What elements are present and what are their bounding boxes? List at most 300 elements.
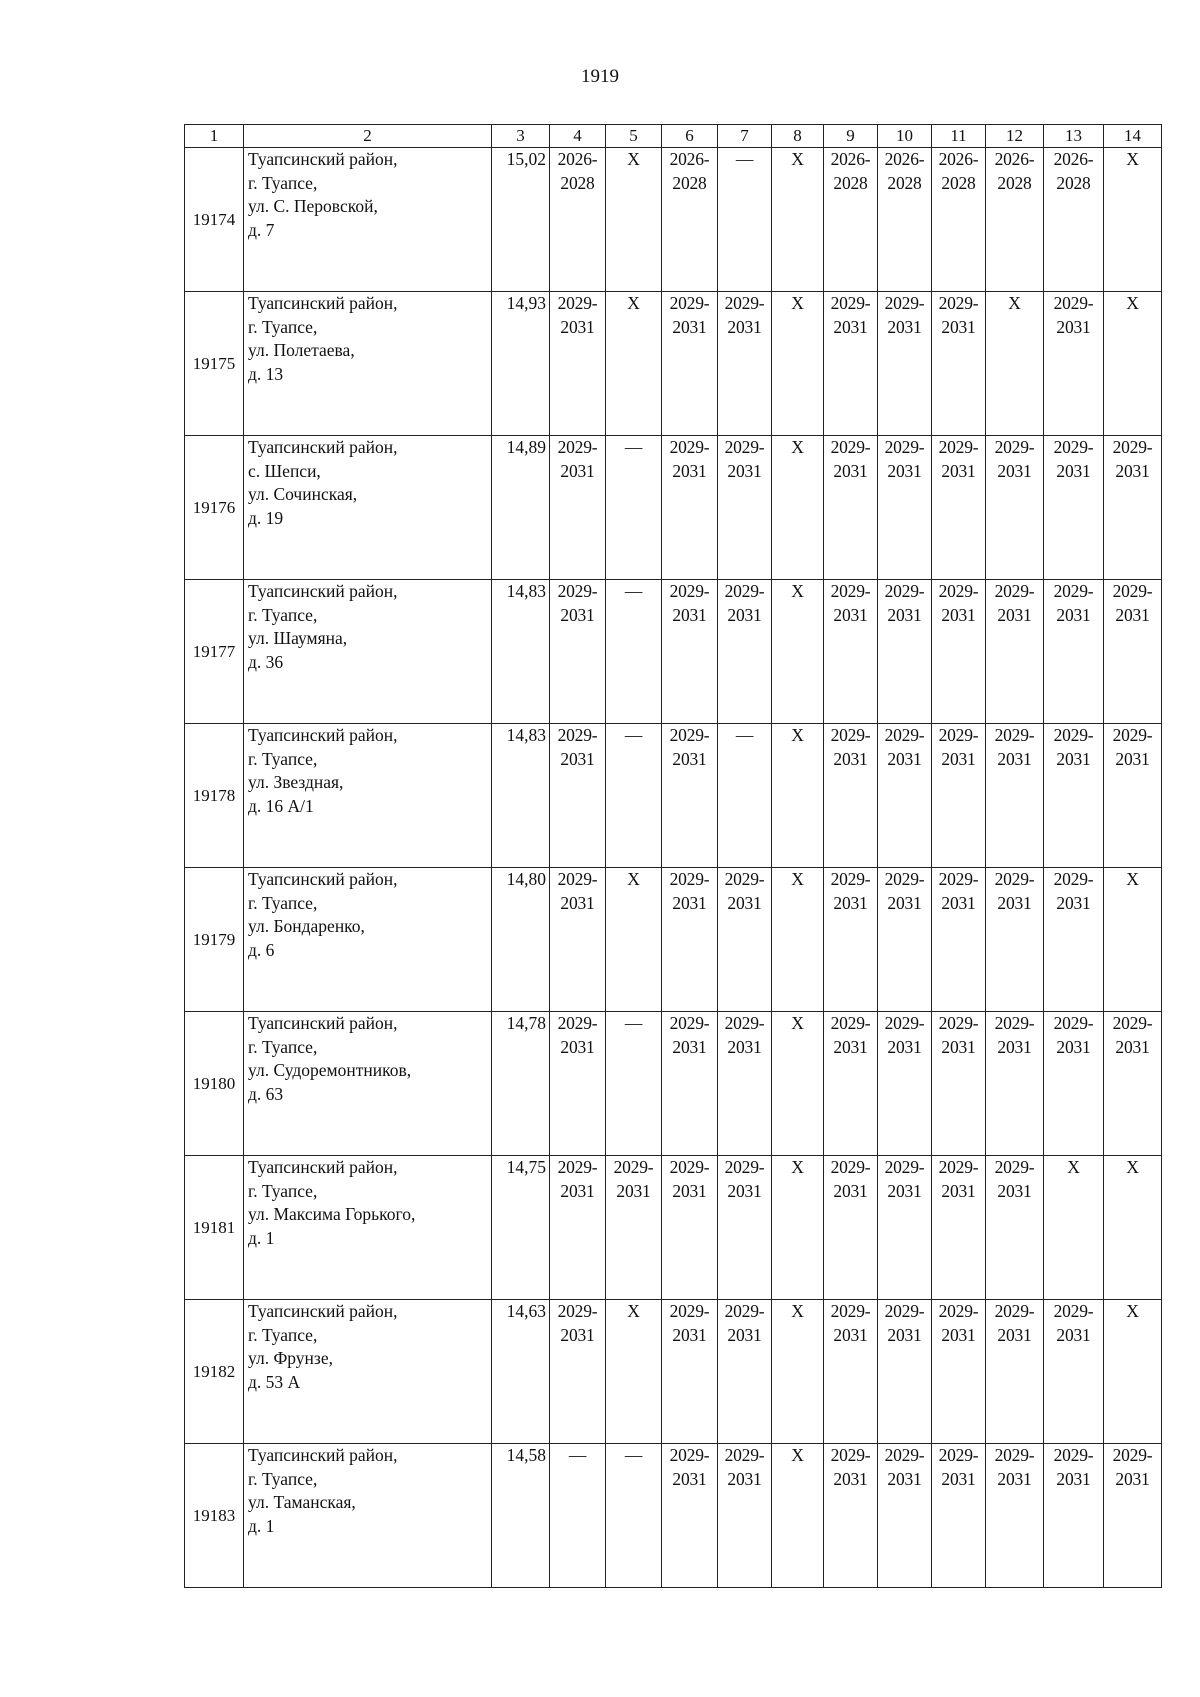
period-cell-col-10	[878, 436, 932, 580]
period-cell-col-14	[1104, 1444, 1162, 1588]
period-text: 2029-	[884, 1445, 925, 1465]
address-line: ул. Сочинская,	[248, 484, 358, 504]
period-cell-col-7	[718, 1156, 772, 1300]
period-text: 2031	[887, 1036, 922, 1057]
period-cell-col-10	[878, 292, 932, 436]
period-text: 2029-	[994, 437, 1035, 457]
period-cell-col-12	[986, 1012, 1044, 1156]
period-text: 2029-	[1053, 869, 1094, 889]
address-line: ул. Полетаева,	[248, 340, 355, 360]
period-cell-col-10	[878, 148, 932, 292]
period-cell-col-11	[932, 292, 986, 436]
period-text: 2031	[672, 1468, 707, 1489]
period-cell-col-11	[932, 436, 986, 580]
address-line: Туапсинский район,	[248, 1157, 398, 1177]
period-text: 2028	[833, 172, 868, 193]
table-row	[185, 580, 1162, 724]
address-line: г. Туапсе,	[248, 1468, 318, 1489]
address-line: ул. Максима Горького,	[248, 1204, 416, 1224]
period-cell-col-5	[606, 1156, 662, 1300]
period-text: 2029-	[1053, 1301, 1094, 1321]
period-text: 2029-	[1112, 1013, 1153, 1033]
period-text: 2029-	[1053, 581, 1094, 601]
period-text: 2031	[833, 604, 868, 625]
period-cell-col-4	[550, 1012, 606, 1156]
column-number-3: 3	[492, 125, 550, 148]
period-cell-col-11	[932, 1300, 986, 1444]
period-text: 2031	[997, 1324, 1032, 1345]
address-line: ул. Шаумяна,	[248, 628, 348, 648]
period-text: X	[791, 1013, 804, 1033]
period-text: 2029-	[830, 293, 871, 313]
period-text: 2029-	[830, 1301, 871, 1321]
period-cell-col-12	[986, 1156, 1044, 1300]
period-text: X	[791, 1157, 804, 1177]
period-text: 2031	[997, 892, 1032, 913]
period-text: X	[627, 869, 640, 889]
period-text: 2029-	[1053, 293, 1094, 313]
address-line: ул. Таманская,	[248, 1492, 356, 1512]
period-text: 2029-	[884, 869, 925, 889]
period-cell-col-7	[718, 724, 772, 868]
period-cell-col-4	[550, 1156, 606, 1300]
period-cell-col-8	[772, 292, 824, 436]
period-text: 2031	[560, 1324, 595, 1345]
address-line: д. 1	[248, 1227, 275, 1248]
period-cell-col-10	[878, 724, 932, 868]
period-cell-col-14	[1104, 1300, 1162, 1444]
period-text: 2031	[887, 1468, 922, 1489]
period-text: X	[791, 149, 804, 169]
period-text: 2031	[672, 1180, 707, 1201]
area-value: 14,89	[492, 436, 550, 580]
period-cell-col-5	[606, 1012, 662, 1156]
period-text: 2031	[1056, 1468, 1091, 1489]
column-number-8: 8	[772, 125, 824, 148]
period-cell-col-4	[550, 1300, 606, 1444]
period-text: 2031	[1056, 748, 1091, 769]
period-cell-col-9	[824, 436, 878, 580]
period-text: X	[791, 1301, 804, 1321]
period-cell-col-13	[1044, 868, 1104, 1012]
period-text: 2029-	[830, 1157, 871, 1177]
period-text: 2029-	[830, 1013, 871, 1033]
address-cell	[244, 436, 492, 580]
period-text: 2029-	[669, 1013, 710, 1033]
address-line: д. 13	[248, 363, 284, 384]
period-cell-col-7	[718, 1444, 772, 1588]
record-number: 19174	[185, 148, 244, 292]
period-cell-col-12	[986, 1300, 1044, 1444]
address-line: Туапсинский район,	[248, 1301, 398, 1321]
period-cell-col-7	[718, 292, 772, 436]
period-text: 2031	[997, 748, 1032, 769]
period-text: 2029-	[557, 1157, 598, 1177]
period-cell-col-9	[824, 1300, 878, 1444]
period-cell-col-13	[1044, 436, 1104, 580]
period-text: 2031	[1115, 1036, 1150, 1057]
period-text: 2029-	[1112, 581, 1153, 601]
period-text: 2031	[1115, 1468, 1150, 1489]
period-text: 2029-	[669, 1301, 710, 1321]
period-cell-col-6	[662, 436, 718, 580]
period-text: 2031	[727, 892, 762, 913]
period-cell-col-8	[772, 1156, 824, 1300]
period-cell-col-8	[772, 580, 824, 724]
period-text: 2031	[616, 1180, 651, 1201]
period-text: 2031	[997, 1180, 1032, 1201]
period-text: 2029-	[1112, 1445, 1153, 1465]
column-number-4: 4	[550, 125, 606, 148]
period-text: 2029-	[669, 869, 710, 889]
period-cell-col-5	[606, 868, 662, 1012]
period-text: 2031	[727, 1324, 762, 1345]
column-number-11: 11	[932, 125, 986, 148]
table-body	[185, 125, 1162, 1588]
period-text: 2029-	[830, 1445, 871, 1465]
period-text: 2029-	[938, 437, 979, 457]
address-line: Туапсинский район,	[248, 581, 398, 601]
period-cell-col-7	[718, 1300, 772, 1444]
address-line: д. 63	[248, 1083, 284, 1104]
period-cell-col-9	[824, 580, 878, 724]
period-text: 2026-	[557, 149, 598, 169]
period-text: 2031	[672, 604, 707, 625]
period-text: X	[1067, 1157, 1080, 1177]
period-text: 2031	[887, 604, 922, 625]
period-cell-col-9	[824, 1444, 878, 1588]
period-cell-col-13	[1044, 724, 1104, 868]
period-text: X	[791, 581, 804, 601]
period-cell-col-8	[772, 1300, 824, 1444]
record-number: 19183	[185, 1444, 244, 1588]
area-value: 14,80	[492, 868, 550, 1012]
table-row	[185, 292, 1162, 436]
period-text: —	[624, 581, 643, 601]
period-text: X	[1126, 1157, 1139, 1177]
period-text: 2029-	[938, 1013, 979, 1033]
period-text: X	[1126, 293, 1139, 313]
period-text: 2031	[1056, 892, 1091, 913]
period-text: X	[1008, 293, 1021, 313]
address-line: ул. С. Перовской,	[248, 196, 378, 216]
period-text: 2029-	[669, 725, 710, 745]
period-text: 2028	[941, 172, 976, 193]
column-number-5: 5	[606, 125, 662, 148]
period-text: 2029-	[557, 869, 598, 889]
period-text: 2029-	[884, 437, 925, 457]
address-line: г. Туапсе,	[248, 316, 318, 337]
period-text: 2031	[672, 460, 707, 481]
period-cell-col-5	[606, 1444, 662, 1588]
address-cell	[244, 580, 492, 724]
period-text: 2031	[1115, 460, 1150, 481]
period-cell-col-13	[1044, 580, 1104, 724]
period-text: 2029-	[994, 1157, 1035, 1177]
period-text: X	[627, 149, 640, 169]
period-text: 2029-	[938, 293, 979, 313]
column-number-12: 12	[986, 125, 1044, 148]
period-text: 2031	[887, 748, 922, 769]
area-value: 14,83	[492, 724, 550, 868]
period-text: 2031	[727, 604, 762, 625]
address-line: г. Туапсе,	[248, 604, 318, 625]
address-line: д. 7	[248, 219, 275, 240]
address-line: Туапсинский район,	[248, 293, 398, 313]
address-line: ул. Бондаренко,	[248, 916, 365, 936]
record-number: 19176	[185, 436, 244, 580]
period-text: 2029-	[938, 1301, 979, 1321]
period-cell-col-14	[1104, 1156, 1162, 1300]
period-cell-col-10	[878, 1012, 932, 1156]
period-text: 2029-	[994, 1301, 1035, 1321]
period-text: 2031	[672, 1324, 707, 1345]
period-text: 2026-	[938, 149, 979, 169]
period-cell-col-13	[1044, 292, 1104, 436]
address-line: д. 1	[248, 1515, 275, 1536]
period-cell-col-12	[986, 1444, 1044, 1588]
address-line: г. Туапсе,	[248, 1036, 318, 1057]
period-text: 2029-	[557, 1013, 598, 1033]
period-text: 2031	[941, 604, 976, 625]
period-cell-col-9	[824, 292, 878, 436]
table-row	[185, 724, 1162, 868]
address-line: ул. Звездная,	[248, 772, 344, 792]
page-number: 1919	[581, 66, 619, 87]
period-text: —	[624, 725, 643, 745]
period-cell-col-4	[550, 292, 606, 436]
period-text: 2029-	[938, 869, 979, 889]
period-text: 2031	[887, 1324, 922, 1345]
period-text: 2031	[941, 748, 976, 769]
period-cell-col-10	[878, 1156, 932, 1300]
period-text: 2029-	[724, 1445, 765, 1465]
column-number-6: 6	[662, 125, 718, 148]
period-text: 2029-	[994, 725, 1035, 745]
period-text: 2029-	[724, 869, 765, 889]
period-cell-col-12	[986, 436, 1044, 580]
period-cell-col-6	[662, 1300, 718, 1444]
period-text: 2026-	[884, 149, 925, 169]
period-cell-col-13	[1044, 1444, 1104, 1588]
period-text: 2031	[833, 316, 868, 337]
period-cell-col-9	[824, 148, 878, 292]
period-text: 2031	[1115, 748, 1150, 769]
column-number-10: 10	[878, 125, 932, 148]
period-text: 2029-	[938, 1445, 979, 1465]
period-text: 2029-	[994, 1013, 1035, 1033]
period-text: 2029-	[669, 437, 710, 457]
period-cell-col-14	[1104, 580, 1162, 724]
address-cell	[244, 724, 492, 868]
period-text: 2029-	[1112, 725, 1153, 745]
period-cell-col-14	[1104, 1012, 1162, 1156]
address-line: д. 6	[248, 939, 275, 960]
period-text: 2031	[560, 1036, 595, 1057]
period-cell-col-6	[662, 148, 718, 292]
period-text: 2029-	[884, 1013, 925, 1033]
area-value: 14,58	[492, 1444, 550, 1588]
period-text: X	[627, 293, 640, 313]
address-cell	[244, 1300, 492, 1444]
period-cell-col-4	[550, 148, 606, 292]
period-cell-col-6	[662, 292, 718, 436]
period-text: 2031	[997, 1036, 1032, 1057]
address-line: г. Туапсе,	[248, 892, 318, 913]
period-cell-col-5	[606, 724, 662, 868]
period-text: 2029-	[557, 437, 598, 457]
table-row	[185, 436, 1162, 580]
period-text: 2029-	[669, 293, 710, 313]
period-cell-col-9	[824, 724, 878, 868]
period-cell-col-8	[772, 724, 824, 868]
table-row	[185, 868, 1162, 1012]
record-number: 19175	[185, 292, 244, 436]
address-cell	[244, 292, 492, 436]
period-text: 2029-	[1112, 437, 1153, 457]
period-text: 2029-	[1053, 437, 1094, 457]
period-text: 2029-	[830, 437, 871, 457]
period-text: 2031	[672, 1036, 707, 1057]
period-text: 2031	[727, 1036, 762, 1057]
period-text: 2031	[727, 1468, 762, 1489]
address-line: ул. Судоремонтников,	[248, 1060, 412, 1080]
period-text: 2031	[560, 748, 595, 769]
period-text: 2029-	[724, 1157, 765, 1177]
table-row	[185, 148, 1162, 292]
period-text: 2031	[941, 1036, 976, 1057]
area-value: 14,75	[492, 1156, 550, 1300]
period-text: 2029-	[938, 1157, 979, 1177]
period-text: 2029-	[884, 581, 925, 601]
period-text: 2029-	[884, 725, 925, 745]
period-text: 2029-	[994, 869, 1035, 889]
period-cell-col-6	[662, 1444, 718, 1588]
period-text: —	[624, 437, 643, 457]
period-text: X	[791, 725, 804, 745]
period-text: 2029-	[1053, 1013, 1094, 1033]
period-text: 2029-	[724, 581, 765, 601]
address-line: Туапсинский район,	[248, 869, 398, 889]
period-text: 2028	[560, 172, 595, 193]
period-text: 2031	[560, 1180, 595, 1201]
period-cell-col-9	[824, 1156, 878, 1300]
address-line: Туапсинский район,	[248, 725, 398, 745]
area-value: 14,93	[492, 292, 550, 436]
period-cell-col-4	[550, 436, 606, 580]
period-cell-col-8	[772, 148, 824, 292]
area-value: 15,02	[492, 148, 550, 292]
period-text: 2029-	[724, 293, 765, 313]
period-cell-col-14	[1104, 724, 1162, 868]
period-text: —	[624, 1013, 643, 1033]
period-text: X	[791, 293, 804, 313]
period-text: 2031	[560, 604, 595, 625]
period-cell-col-12	[986, 724, 1044, 868]
period-text: 2028	[887, 172, 922, 193]
period-text: —	[624, 1445, 643, 1465]
period-text: 2026-	[669, 149, 710, 169]
period-text: 2031	[560, 460, 595, 481]
period-text: 2031	[672, 748, 707, 769]
period-text: 2029-	[1053, 1445, 1094, 1465]
period-cell-col-13	[1044, 1300, 1104, 1444]
address-cell	[244, 1444, 492, 1588]
period-cell-col-10	[878, 868, 932, 1012]
period-text: 2029-	[724, 437, 765, 457]
record-number: 19178	[185, 724, 244, 868]
period-text: 2031	[833, 460, 868, 481]
period-cell-col-10	[878, 580, 932, 724]
period-cell-col-12	[986, 148, 1044, 292]
column-number-13: 13	[1044, 125, 1104, 148]
period-text: —	[568, 1445, 587, 1465]
period-cell-col-6	[662, 580, 718, 724]
period-text: 2029-	[669, 1445, 710, 1465]
table-row	[185, 1444, 1162, 1588]
schedule-table	[184, 124, 1162, 1588]
table-row	[185, 1300, 1162, 1444]
period-text: 2029-	[830, 869, 871, 889]
table-row	[185, 1012, 1162, 1156]
area-value: 14,63	[492, 1300, 550, 1444]
address-cell	[244, 1156, 492, 1300]
record-number: 19177	[185, 580, 244, 724]
column-number-7: 7	[718, 125, 772, 148]
period-cell-col-8	[772, 868, 824, 1012]
period-text: 2031	[727, 1180, 762, 1201]
period-cell-col-9	[824, 1012, 878, 1156]
period-text: 2031	[1056, 604, 1091, 625]
address-cell	[244, 1012, 492, 1156]
period-text: 2031	[887, 1180, 922, 1201]
period-text: 2029-	[884, 293, 925, 313]
address-line: г. Туапсе,	[248, 172, 318, 193]
period-cell-col-5	[606, 148, 662, 292]
period-cell-col-7	[718, 1012, 772, 1156]
period-text: X	[791, 437, 804, 457]
period-text: 2031	[997, 460, 1032, 481]
period-text: 2031	[672, 316, 707, 337]
period-text: 2031	[833, 892, 868, 913]
period-cell-col-12	[986, 868, 1044, 1012]
period-text: 2029-	[938, 725, 979, 745]
period-cell-col-14	[1104, 436, 1162, 580]
column-number-row	[185, 125, 1162, 148]
period-text: 2031	[941, 1180, 976, 1201]
period-text: 2031	[1056, 1324, 1091, 1345]
period-text: 2031	[887, 460, 922, 481]
address-line: д. 36	[248, 651, 284, 672]
period-text: 2026-	[830, 149, 871, 169]
period-cell-col-6	[662, 724, 718, 868]
period-cell-col-4	[550, 724, 606, 868]
period-text: 2031	[833, 1180, 868, 1201]
period-cell-col-6	[662, 1156, 718, 1300]
period-text: 2031	[727, 316, 762, 337]
period-text: 2031	[941, 316, 976, 337]
period-text: 2031	[997, 604, 1032, 625]
period-cell-col-14	[1104, 868, 1162, 1012]
period-cell-col-13	[1044, 1156, 1104, 1300]
table-row	[185, 1156, 1162, 1300]
address-line: д. 16 А/1	[248, 795, 314, 816]
period-cell-col-7	[718, 868, 772, 1012]
column-number-1: 1	[185, 125, 244, 148]
address-line: д. 53 А	[248, 1371, 301, 1392]
period-cell-col-13	[1044, 148, 1104, 292]
period-cell-col-7	[718, 436, 772, 580]
